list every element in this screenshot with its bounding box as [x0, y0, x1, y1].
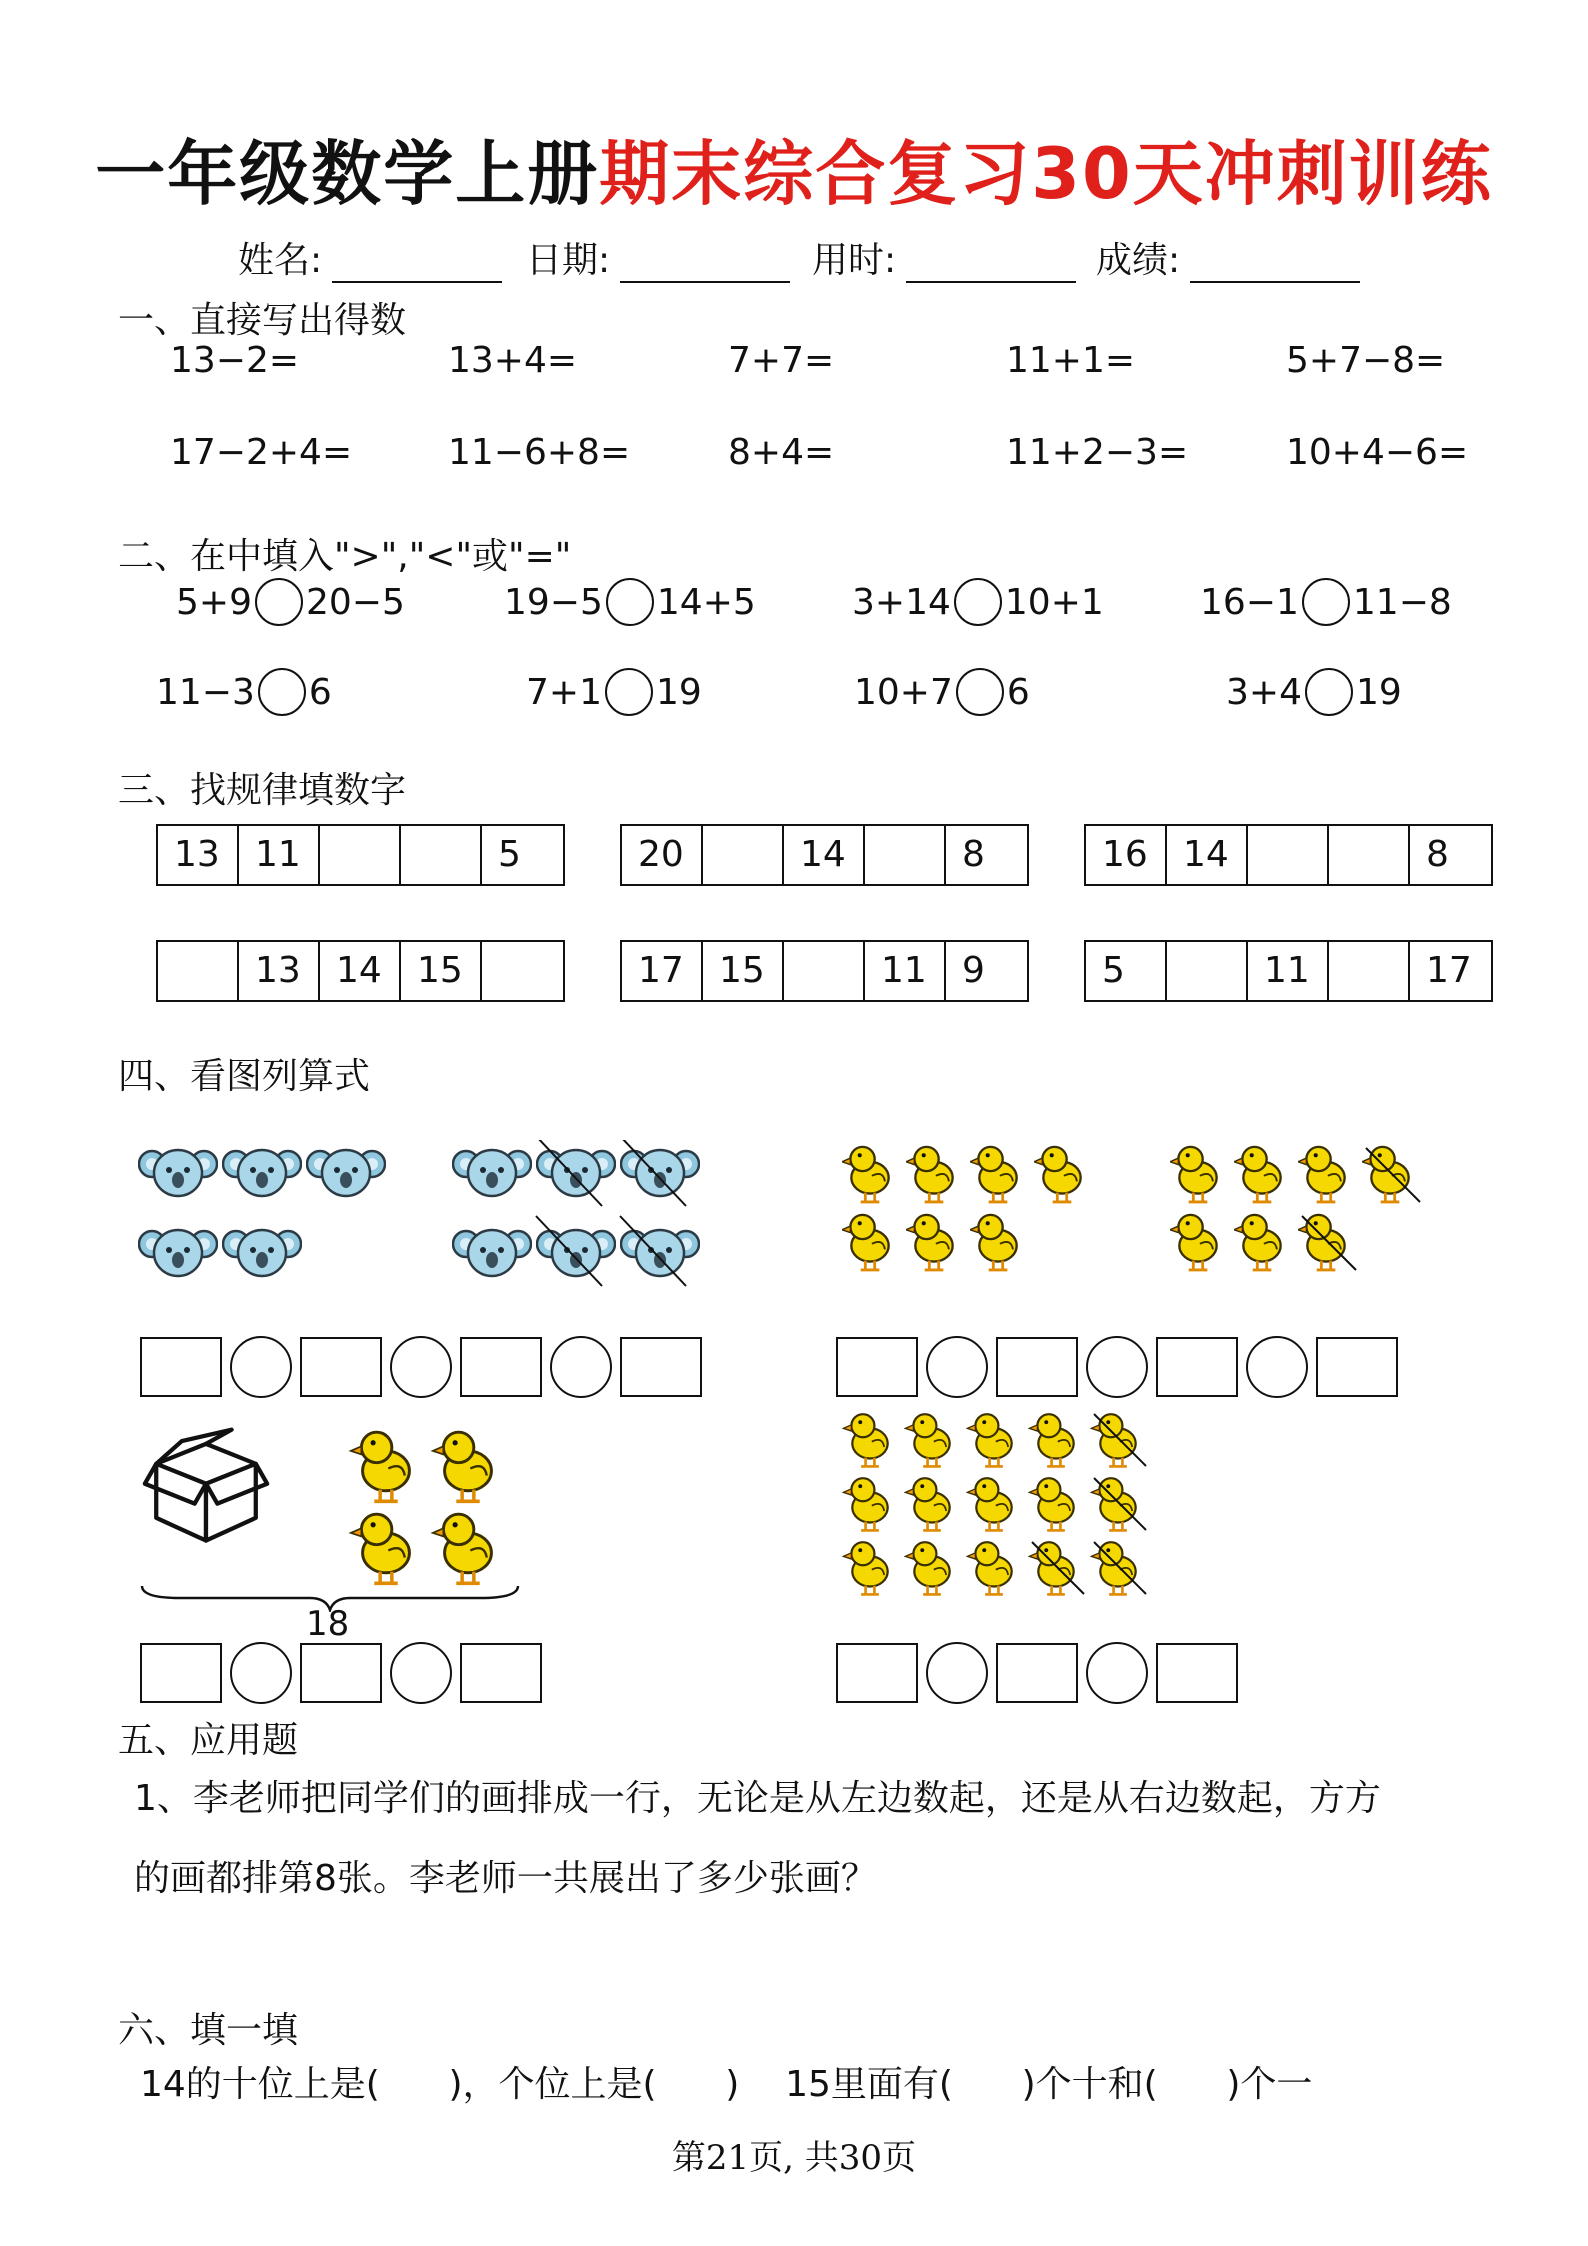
sequence-cell[interactable]: 5 [498, 834, 521, 875]
answer-circle[interactable] [605, 668, 653, 716]
sequence-cell[interactable]: 8 [1426, 834, 1449, 875]
chick-icon [967, 1414, 1011, 1466]
sequence-cell[interactable]: 11 [865, 942, 946, 1000]
compare-right: 14+5 [656, 581, 756, 623]
title-red: 期末综合复习30天冲刺训练 [599, 133, 1493, 215]
chick-icon [842, 1215, 889, 1270]
calc-item: 11+2−3= [1006, 432, 1189, 473]
compare-item [176, 578, 405, 626]
chick-icon [1029, 1542, 1073, 1594]
chick-icon [906, 1147, 953, 1202]
section-4-heading: 四、看图列算式 [118, 1056, 371, 1097]
compare-left: 19−5 [504, 581, 603, 623]
koala-icon [139, 1150, 217, 1196]
sequence-box [156, 824, 565, 886]
operator-circle[interactable] [926, 1336, 988, 1398]
answer-circle[interactable] [606, 578, 654, 626]
koala-icon [307, 1150, 385, 1196]
compare-left: 10+7 [854, 671, 953, 713]
answer-circle[interactable] [1305, 668, 1353, 716]
sequence-cell[interactable] [865, 826, 946, 884]
compare-right: 20−5 [305, 581, 405, 623]
sequence-cell[interactable] [784, 942, 865, 1000]
koala-icon [453, 1150, 531, 1196]
koala-icon [223, 1230, 301, 1276]
chick-icon [843, 1414, 887, 1466]
score-field[interactable] [1096, 232, 1360, 283]
answer-circle[interactable] [255, 578, 303, 626]
sequence-cell[interactable] [482, 942, 563, 1000]
compare-right: 6 [1006, 671, 1030, 713]
chick-icon [1091, 1542, 1135, 1594]
sequence-cell[interactable] [1248, 826, 1329, 884]
chick-group-c [346, 1424, 526, 1594]
operator-circle[interactable] [230, 1642, 292, 1704]
compare-left: 3+4 [1226, 671, 1302, 713]
sequence-box [620, 940, 1029, 1002]
answer-box[interactable] [620, 1337, 702, 1397]
calc-item: 8+4= [728, 432, 835, 473]
sequence-cell[interactable]: 20 [622, 826, 703, 884]
calc-item: 11+1= [1006, 340, 1136, 381]
answer-box[interactable] [460, 1643, 542, 1703]
chick-icon [1091, 1414, 1135, 1466]
calc-item: 17−2+4= [170, 432, 353, 473]
page-number: 第21页, 共30页 [671, 2138, 917, 2178]
chick-group-d [842, 1408, 1152, 1608]
compare-item [1226, 668, 1402, 716]
sequence-cell[interactable]: 14 [320, 942, 401, 1000]
sequence-cell[interactable]: 11 [239, 826, 320, 884]
sequence-cell[interactable]: 14 [784, 826, 865, 884]
koala-icon [621, 1230, 699, 1276]
operator-circle[interactable] [390, 1336, 452, 1398]
compare-left: 3+14 [852, 581, 951, 623]
question-1-line-2: 的画都排第8张。李老师一共展出了多少张画？ [134, 1858, 877, 1899]
answer-box[interactable] [140, 1337, 222, 1397]
chick-icon [843, 1478, 887, 1530]
chick-icon [970, 1215, 1017, 1270]
operator-circle[interactable] [1246, 1336, 1308, 1398]
section-3-heading: 三、找规律填数字 [118, 770, 407, 811]
title-black: 一年级数学上册 [95, 133, 600, 215]
chick-icon [905, 1542, 949, 1594]
answer-box[interactable] [836, 1643, 918, 1703]
sequence-cell[interactable]: 17 [1426, 950, 1472, 991]
question-1-line-1: 1、李老师把同学们的画排成一行，无论是从左边数起，还是从右边数起，方方 [134, 1778, 1381, 1819]
answer-circle[interactable] [1302, 578, 1350, 626]
chick-icon [1234, 1147, 1281, 1202]
chick-icon [433, 1432, 492, 1501]
sequence-cell[interactable]: 11 [1248, 942, 1329, 1000]
calc-item: 5+7−8= [1286, 340, 1446, 381]
answer-box[interactable] [300, 1337, 382, 1397]
koala-icon [223, 1150, 301, 1196]
sequence-cell[interactable]: 9 [962, 950, 985, 991]
date-field[interactable] [526, 232, 790, 283]
answer-box[interactable] [996, 1337, 1078, 1397]
chick-icon [970, 1147, 1017, 1202]
koala-icon [537, 1230, 615, 1276]
time-field[interactable] [812, 232, 1076, 283]
calc-item: 7+7= [728, 340, 835, 381]
compare-item [504, 578, 756, 626]
operator-circle[interactable] [1086, 1336, 1148, 1398]
chick-icon [967, 1542, 1011, 1594]
operator-circle[interactable] [1086, 1642, 1148, 1704]
chick-icon [1298, 1147, 1345, 1202]
sequence-cell[interactable] [401, 826, 482, 884]
answer-box[interactable] [1156, 1643, 1238, 1703]
sequence-cell[interactable] [703, 826, 784, 884]
chick-icon [905, 1478, 949, 1530]
compare-left: 16−1 [1200, 581, 1299, 623]
chick-icon [1029, 1414, 1073, 1466]
chick-icon [906, 1215, 953, 1270]
sequence-cell[interactable] [1329, 942, 1410, 1000]
calc-item: 11−6+8= [448, 432, 631, 473]
chick-group-a [842, 1140, 1112, 1280]
chick-icon [351, 1514, 410, 1583]
compare-right: 10+1 [1004, 581, 1104, 623]
time-label: 用时: [812, 240, 897, 281]
answer-circle[interactable] [954, 578, 1002, 626]
compare-left: 11−3 [156, 671, 255, 713]
sequence-cell[interactable]: 17 [622, 942, 703, 1000]
chick-icon [1034, 1147, 1081, 1202]
brace-total-label: 18 [306, 1604, 350, 1644]
sequence-cell[interactable]: 14 [1167, 826, 1248, 884]
answer-box[interactable] [1316, 1337, 1398, 1397]
calc-item: 13−2= [170, 340, 300, 381]
chick-icon [433, 1514, 492, 1583]
sequence-cell[interactable]: 8 [962, 834, 985, 875]
section-1-heading: 一、直接写出得数 [118, 300, 407, 341]
sequence-box [1084, 940, 1493, 1002]
chick-icon [967, 1478, 1011, 1530]
chick-icon [1170, 1147, 1217, 1202]
answer-circle[interactable] [258, 668, 306, 716]
sequence-box [1084, 824, 1493, 886]
name-label: 姓名: [238, 240, 323, 281]
score-label: 成绩: [1096, 240, 1181, 281]
compare-item [852, 578, 1104, 626]
sequence-cell[interactable]: 16 [1086, 826, 1167, 884]
answer-row [836, 1642, 1238, 1704]
compare-item [526, 668, 702, 716]
calc-item: 10+4−6= [1286, 432, 1469, 473]
operator-circle[interactable] [390, 1642, 452, 1704]
operator-circle[interactable] [230, 1336, 292, 1398]
sequence-cell[interactable]: 5 [1086, 942, 1167, 1000]
koala-group-right [452, 1140, 712, 1290]
koala-icon [139, 1230, 217, 1276]
compare-right: 19 [1355, 671, 1402, 713]
koala-icon [621, 1150, 699, 1196]
operator-circle[interactable] [926, 1642, 988, 1704]
compare-right: 6 [308, 671, 332, 713]
compare-left: 5+9 [176, 581, 252, 623]
compare-left: 7+1 [526, 671, 602, 713]
answer-row [140, 1642, 542, 1704]
chick-icon [1298, 1215, 1345, 1270]
fill-blank-line: 14的十位上是( )，个位上是( ) 15里面有( )个十和( )个一 [140, 2064, 1313, 2105]
chick-icon [843, 1542, 887, 1594]
sequence-cell[interactable]: 15 [401, 942, 482, 1000]
answer-box[interactable] [836, 1337, 918, 1397]
answer-box[interactable] [460, 1337, 542, 1397]
section-5-heading: 五、应用题 [118, 1720, 299, 1761]
answer-row [836, 1336, 1398, 1398]
calc-item: 13+4= [448, 340, 578, 381]
chick-icon [842, 1147, 889, 1202]
chick-group-b [1170, 1140, 1440, 1280]
answer-box[interactable] [140, 1643, 222, 1703]
sequence-cell[interactable] [1167, 942, 1248, 1000]
section-2-heading: 二、在中填入">","<"或"=" [118, 536, 572, 577]
compare-item [854, 668, 1030, 716]
sequence-box [156, 940, 565, 1002]
compare-right: 19 [655, 671, 702, 713]
answer-row [140, 1336, 702, 1398]
compare-item [156, 668, 332, 716]
answer-circle[interactable] [956, 668, 1004, 716]
answer-box[interactable] [1156, 1337, 1238, 1397]
sequence-cell[interactable] [158, 942, 239, 1000]
box-icon [140, 1424, 276, 1554]
section-6-heading: 六、填一填 [118, 2010, 299, 2051]
compare-item [1200, 578, 1452, 626]
chick-icon [1091, 1478, 1135, 1530]
name-field[interactable] [238, 232, 502, 283]
koala-icon [537, 1150, 615, 1196]
chick-icon [1362, 1147, 1409, 1202]
sequence-cell[interactable]: 13 [158, 826, 239, 884]
page-title [0, 118, 1588, 219]
sequence-cell[interactable] [320, 826, 401, 884]
compare-right: 11−8 [1352, 581, 1452, 623]
sequence-cell[interactable] [1329, 826, 1410, 884]
sequence-box [620, 824, 1029, 886]
sequence-cell[interactable]: 15 [703, 942, 784, 1000]
sequence-cell[interactable]: 13 [239, 942, 320, 1000]
answer-box[interactable] [300, 1643, 382, 1703]
koala-icon [453, 1230, 531, 1276]
operator-circle[interactable] [550, 1336, 612, 1398]
date-label: 日期: [526, 240, 611, 281]
answer-box[interactable] [996, 1643, 1078, 1703]
chick-icon [1029, 1478, 1073, 1530]
chick-icon [905, 1414, 949, 1466]
chick-icon [351, 1432, 410, 1501]
koala-group-left [138, 1140, 398, 1290]
chick-icon [1234, 1215, 1281, 1270]
chick-icon [1170, 1215, 1217, 1270]
